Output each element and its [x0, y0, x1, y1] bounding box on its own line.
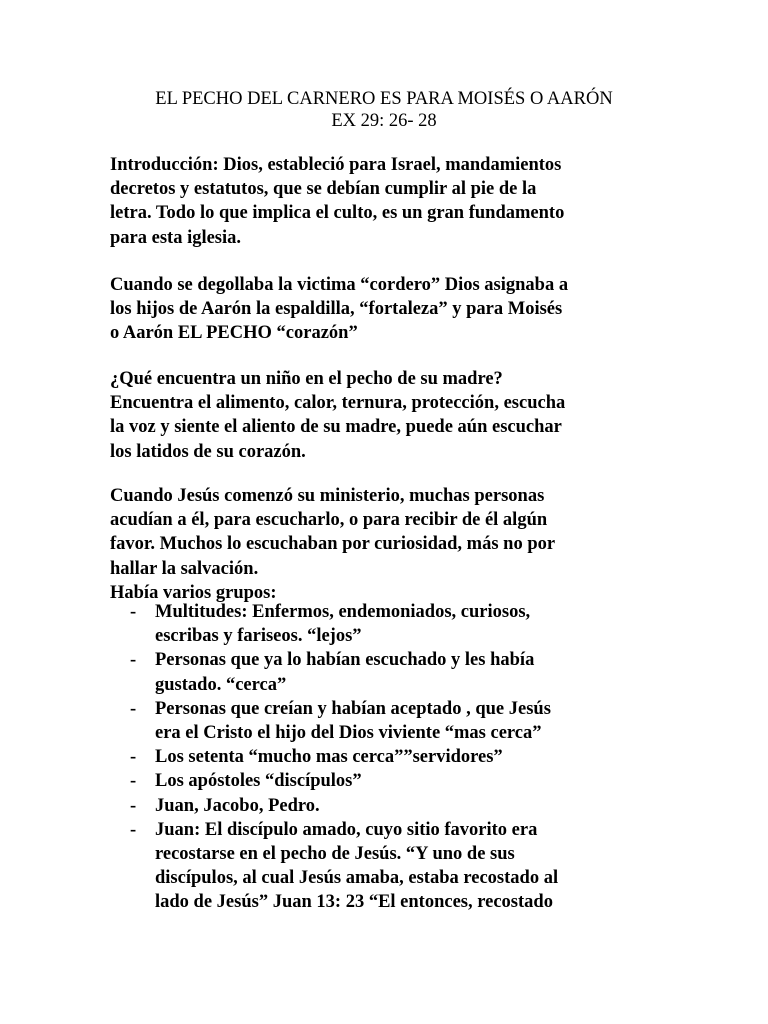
list-item-line: Juan, Jacobo, Pedro. [155, 795, 320, 816]
list-item-line: Personas que creían y habían aceptado , que Jesús [155, 698, 551, 719]
dash-marker: - [130, 602, 137, 622]
paragraph-introduction [110, 153, 670, 250]
list-item-line: lado de Jesús” Juan 13: 23 “El entonces, recostado [155, 892, 553, 913]
paragraph-line: favor. Muchos lo escuchaban por curiosidad, más no por [110, 534, 556, 555]
paragraph-line: decretos y estatutos, que se debían cumplir al pie de la [110, 179, 537, 200]
paragraph-line: Cuando se degollaba la victima “cordero” Dios asignaba a [110, 275, 569, 295]
paragraph-ministry [110, 484, 670, 605]
paragraph-line: para esta iglesia. [110, 227, 242, 248]
list-item [110, 745, 670, 769]
paragraph-line: letra. Todo lo que implica el culto, es un gran fundamento [110, 203, 565, 224]
paragraph-line: Introducción: Dios, estableció para Israel, mandamientos [110, 155, 562, 175]
paragraph-line: Había varios grupos: [110, 582, 277, 603]
list-item [110, 818, 670, 915]
dash-marker: - [130, 771, 137, 792]
groups-list [110, 600, 670, 915]
list-item-line: escribas y fariseos. “lejos” [155, 626, 362, 647]
list-item-line: Los apóstoles “discípulos” [155, 771, 362, 792]
list-item-line: era el Cristo el hijo del Dios viviente “mas cerca” [155, 723, 542, 744]
list-item [110, 794, 670, 818]
dash-marker: - [130, 747, 137, 768]
scripture-reference: EX 29: 26- 28 [331, 111, 437, 131]
dash-marker: - [130, 698, 137, 719]
list-item-line: Multitudes: Enfermos, endemoniados, curiosos, [155, 602, 531, 622]
list-item [110, 648, 670, 696]
dash-marker: - [130, 650, 137, 671]
list-item-line: Juan: El discípulo amado, cuyo sitio favorito era [155, 819, 538, 840]
list-item-line: Personas que ya lo habían escuchado y les había [155, 650, 535, 671]
paragraph-line: Cuando Jesús comenzó su ministerio, muchas personas [110, 486, 545, 506]
list-item-line: recostarse en el pecho de Jesús. “Y uno de sus [155, 844, 515, 865]
paragraph-line: hallar la salvación. [110, 558, 259, 579]
paragraph-sacrifice [110, 273, 670, 346]
list-item-line: Los setenta “mucho mas cerca””servidores” [155, 747, 503, 768]
dash-marker: - [130, 795, 137, 816]
paragraph-line: los hijos de Aarón la espaldilla, “fortaleza” y para Moisés [110, 299, 563, 320]
list-item-line: discípulos, al cual Jesús amaba, estaba recostado al [155, 868, 559, 889]
paragraph-line: los latidos de su corazón. [110, 441, 306, 462]
paragraph-line: o Aarón EL PECHO “corazón” [110, 323, 358, 344]
document-title: EL PECHO DEL CARNERO ES PARA MOISÉS O AARÓN [155, 89, 613, 109]
list-item-line: gustado. “cerca” [155, 674, 287, 695]
list-item [110, 697, 670, 745]
paragraph-line: Encuentra el alimento, calor, ternura, protección, escucha [110, 393, 566, 414]
paragraph-mother [110, 367, 670, 464]
list-item [110, 600, 670, 648]
dash-marker: - [130, 819, 137, 840]
paragraph-line: ¿Qué encuentra un niño en el pecho de su madre? [110, 369, 503, 389]
list-item [110, 769, 670, 793]
paragraph-line: la voz y siente el aliento de su madre, puede aún escuchar [110, 417, 562, 438]
paragraph-line: acudían a él, para escucharlo, o para recibir de él algún [110, 510, 548, 531]
